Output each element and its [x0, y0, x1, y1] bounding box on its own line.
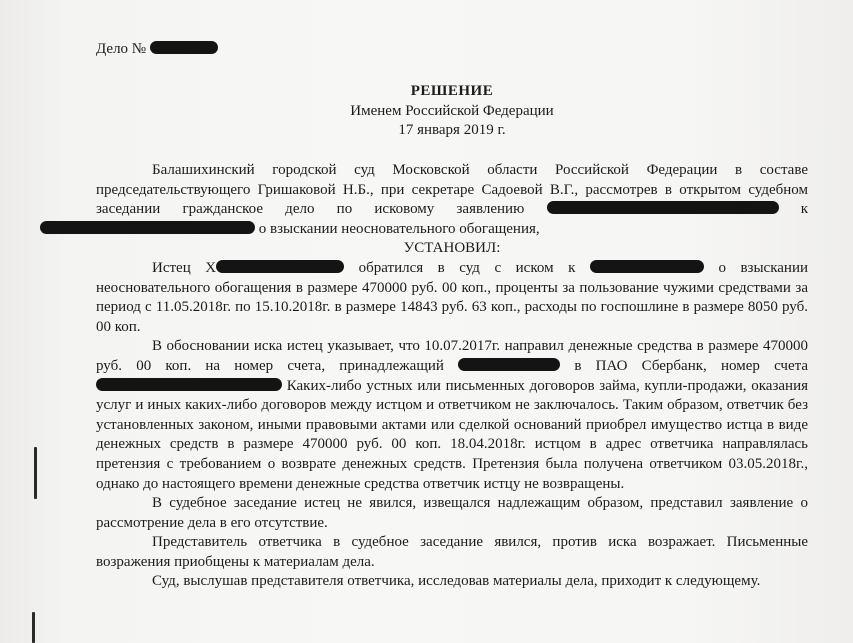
document-heading — [96, 82, 808, 141]
plaintiff-name-redaction — [547, 201, 779, 214]
paragraph-claim — [96, 259, 808, 337]
paragraph-intro-text-a: Балашихинский городской суд Московской области Российской Федерации в составе председательствующего Гришаковой Н.Б., при секретаре Садоевой В.Г., рассмотрев в открытом судебном заседании гражданское дело по исковому заявлению — [96, 162, 808, 218]
account-number-redaction — [96, 378, 282, 391]
case-number-label: Дело № — [96, 41, 147, 57]
paragraph-grounds-text-c: Каких-либо устных или письменных договоров займа, купли-продажи, оказания услуг и иных каких-либо договоров между истцом и ответчиком не заключалось. Таким образом, ответчик без установленных законом, иными правовыми актами или сделкой оснований приобрел имущество истца в виде денежных средств в размере 470000 руб. 00 коп. 18.04.2018г. истцом в адрес ответчика направлялась претензия с требованием о возврате денежных средств. Претензия была получена ответчиком 03.05.2018г., однако до настоящего времени денежные средства ответчик истцу не возвращены. — [96, 377, 808, 492]
document-title: РЕШЕНИЕ — [410, 83, 494, 99]
paragraph-claim-text-b: обратился в суд с иском к — [358, 259, 576, 276]
paragraph-representative: Представитель ответчика в судебное заседание явился, против иска возражает. Письменные возражения приобщены к материалам дела. — [96, 534, 808, 570]
paragraph-grounds — [96, 337, 808, 494]
document-body — [96, 161, 808, 592]
paragraph-intro-text-b: к — [800, 201, 809, 218]
paragraph-hearing: В судебное заседание истец не явился, извещался надлежащим образом, представил заявление о рассмотрение дела в его отсутствие. — [96, 495, 808, 531]
respondent-name-redaction — [590, 260, 704, 273]
margin-mark-upper — [34, 447, 37, 499]
account-owner-redaction — [458, 358, 560, 371]
paragraph-court-findings: Суд, выслушав представителя ответчика, исследовав материалы дела, приходит к следующему. — [152, 573, 761, 590]
paragraph-intro-text-c: о взыскании неосновательного обогащения, — [258, 220, 540, 237]
paragraph-grounds-text-b: в ПАО Сбербанк, номер счета — [574, 357, 809, 374]
paragraph-intro — [96, 161, 808, 239]
paragraph-claim-text-a: Истец Х — [152, 259, 217, 276]
margin-mark-lower — [32, 612, 35, 643]
document-subtitle: Именем Российской Федерации — [350, 102, 554, 119]
paragraph-grounds-text-a: В обосновании иска истец указывает, что 10.07.2017г. направил денежные средства в размере 470000 руб. 00 коп. на номер счета, принадлежащий — [96, 338, 808, 374]
case-number-line — [96, 40, 218, 60]
defendant-name-redaction — [40, 221, 255, 234]
ustanovil-heading: УСТАНОВИЛ: — [403, 240, 501, 257]
document-date: 17 января 2019 г. — [398, 122, 506, 139]
claimant-name-redaction — [216, 260, 344, 273]
case-number-redaction — [150, 41, 218, 54]
paragraph-claim-text-c: о взыскании неосновательного обогащения в размере 470000 руб. 00 коп., проценты за пользование чужими средствами за период с 11.05.2018г. по 15.10.2018г. в размере 14843 руб. 63 коп., расходы по госпошлине в размере 8050 руб. 00 коп. — [96, 259, 809, 335]
